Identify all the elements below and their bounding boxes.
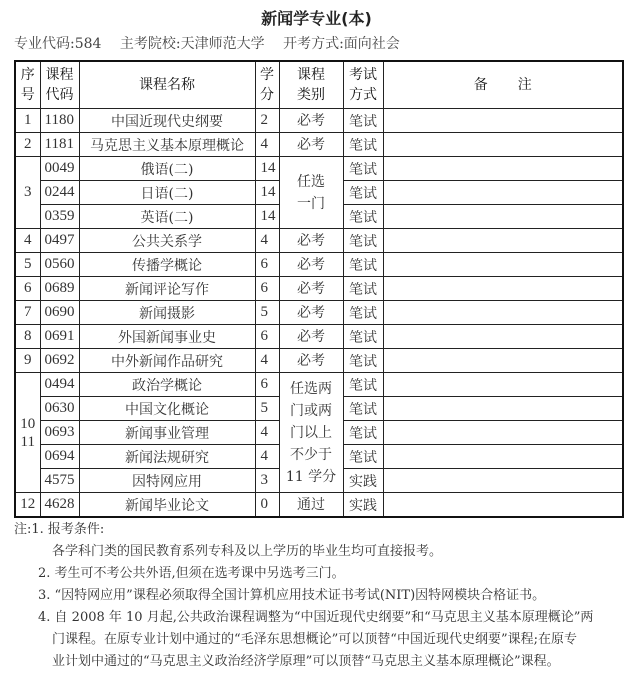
cell-credit: 4 bbox=[255, 349, 279, 373]
cell-method: 笔试 bbox=[343, 445, 383, 469]
cell-code: 0359 bbox=[40, 205, 79, 229]
cell-code: 0244 bbox=[40, 181, 79, 205]
cell-credit: 14 bbox=[255, 157, 279, 181]
note-3: 3. “因特网应用”课程必须取得全国计算机应用技术证书考试(NIT)因特网模块合格证书。 bbox=[38, 588, 546, 603]
category-line: 任选两 bbox=[290, 380, 332, 397]
table-row bbox=[15, 349, 623, 373]
cell-seq: 4 bbox=[15, 229, 40, 253]
cell-name: 公共关系学 bbox=[79, 229, 255, 253]
cell-credit: 4 bbox=[255, 133, 279, 157]
cell-remark bbox=[383, 397, 623, 421]
cell-code: 1180 bbox=[40, 109, 79, 133]
cell-category-group-3 bbox=[279, 157, 343, 229]
cell-code: 0689 bbox=[40, 277, 79, 301]
cell-credit: 0 bbox=[255, 493, 279, 518]
cell-credit: 6 bbox=[255, 277, 279, 301]
cell-method: 笔试 bbox=[343, 109, 383, 133]
cell-category: 必考 bbox=[279, 133, 343, 157]
table-row bbox=[15, 133, 623, 157]
cell-remark bbox=[383, 373, 623, 397]
cell-credit: 6 bbox=[255, 325, 279, 349]
cell-credit: 6 bbox=[255, 373, 279, 397]
cell-code: 0049 bbox=[40, 157, 79, 181]
cell-method: 笔试 bbox=[343, 421, 383, 445]
header-credit: 学分 bbox=[255, 61, 279, 109]
table-row bbox=[15, 253, 623, 277]
cell-code: 0630 bbox=[40, 397, 79, 421]
cell-credit: 2 bbox=[255, 109, 279, 133]
cell-method: 笔试 bbox=[343, 133, 383, 157]
cell-credit: 4 bbox=[255, 229, 279, 253]
cell-remark bbox=[383, 133, 623, 157]
major-code: 专业代码:584 bbox=[14, 36, 102, 52]
category-line: 不少于 bbox=[290, 446, 332, 463]
cell-code: 0560 bbox=[40, 253, 79, 277]
cell-code: 4628 bbox=[40, 493, 79, 518]
cell-category: 必考 bbox=[279, 349, 343, 373]
cell-name: 中外新闻作品研究 bbox=[79, 349, 255, 373]
cell-category: 必考 bbox=[279, 109, 343, 133]
cell-code: 0497 bbox=[40, 229, 79, 253]
cell-category-group-10-11 bbox=[279, 373, 343, 493]
cell-seq: 9 bbox=[15, 349, 40, 373]
table-row bbox=[15, 301, 623, 325]
cell-seq-group-3: 3 bbox=[15, 157, 40, 229]
cell-name: 新闻毕业论文 bbox=[79, 493, 255, 518]
note-1-body: 各学科门类的国民教育系列专科及以上学历的毕业生均可直接报考。 bbox=[52, 544, 443, 559]
cell-credit: 5 bbox=[255, 301, 279, 325]
cell-seq: 8 bbox=[15, 325, 40, 349]
note-1-title: 注:1. 报考条件: bbox=[14, 522, 105, 537]
cell-category: 必考 bbox=[279, 325, 343, 349]
cell-category: 必考 bbox=[279, 229, 343, 253]
cell-name: 日语(二) bbox=[79, 181, 255, 205]
table-row bbox=[15, 277, 623, 301]
cell-remark bbox=[383, 301, 623, 325]
category-line: 一门 bbox=[297, 195, 325, 212]
cell-name: 新闻评论写作 bbox=[79, 277, 255, 301]
table-row bbox=[15, 109, 623, 133]
cell-name: 俄语(二) bbox=[79, 157, 255, 181]
note-2: 2. 考生可不考公共外语,但须在选考课中另选考三门。 bbox=[38, 566, 345, 581]
page-title: 新闻学专业(本) bbox=[261, 9, 372, 28]
cell-name: 中国文化概论 bbox=[79, 397, 255, 421]
cell-code: 0690 bbox=[40, 301, 79, 325]
cell-remark bbox=[383, 493, 623, 518]
cell-credit: 5 bbox=[255, 397, 279, 421]
cell-method: 笔试 bbox=[343, 181, 383, 205]
cell-credit: 4 bbox=[255, 445, 279, 469]
table-row bbox=[15, 373, 623, 397]
cell-code: 0694 bbox=[40, 445, 79, 469]
cell-code: 0693 bbox=[40, 421, 79, 445]
cell-seq: 12 bbox=[15, 493, 40, 518]
cell-category: 必考 bbox=[279, 277, 343, 301]
category-line: 任选 bbox=[297, 173, 325, 190]
cell-remark bbox=[383, 229, 623, 253]
seq-line: 10 bbox=[20, 415, 36, 432]
cell-remark bbox=[383, 253, 623, 277]
cell-name: 新闻摄影 bbox=[79, 301, 255, 325]
cell-remark bbox=[383, 277, 623, 301]
cell-category: 通过 bbox=[279, 493, 343, 518]
header-code: 课程代码 bbox=[40, 61, 79, 109]
cell-code: 1181 bbox=[40, 133, 79, 157]
cell-seq: 2 bbox=[15, 133, 40, 157]
cell-method: 笔试 bbox=[343, 301, 383, 325]
table-row bbox=[15, 157, 623, 181]
cell-seq: 1 bbox=[15, 109, 40, 133]
cell-remark bbox=[383, 469, 623, 493]
cell-remark bbox=[383, 421, 623, 445]
cell-credit: 14 bbox=[255, 205, 279, 229]
cell-seq: 5 bbox=[15, 253, 40, 277]
cell-method: 笔试 bbox=[343, 229, 383, 253]
cell-name: 因特网应用 bbox=[79, 469, 255, 493]
cell-code: 0691 bbox=[40, 325, 79, 349]
cell-method: 实践 bbox=[343, 469, 383, 493]
header-category: 课程类别 bbox=[279, 61, 343, 109]
cell-remark bbox=[383, 325, 623, 349]
note-4-line-3: 业计划中通过的“马克思主义政治经济学原理”可以顶替“马克思主义基本原理概论”课程。 bbox=[52, 654, 560, 669]
cell-method: 笔试 bbox=[343, 397, 383, 421]
note-4-line-1: 4. 自 2008 年 10 月起,公共政治课程调整为“中国近现代史纲要”和“马克思主义基本原理概论”两 bbox=[38, 610, 594, 625]
cell-category: 必考 bbox=[279, 301, 343, 325]
cell-method: 笔试 bbox=[343, 205, 383, 229]
cell-method: 笔试 bbox=[343, 325, 383, 349]
cell-seq: 7 bbox=[15, 301, 40, 325]
cell-remark bbox=[383, 349, 623, 373]
exam-school: 主考院校:天津师范大学 bbox=[119, 36, 265, 52]
major-meta bbox=[14, 33, 414, 53]
cell-name: 传播学概论 bbox=[79, 253, 255, 277]
exam-mode: 开考方式:面向社会 bbox=[283, 36, 400, 52]
cell-credit: 14 bbox=[255, 181, 279, 205]
cell-remark bbox=[383, 205, 623, 229]
table-row bbox=[15, 325, 623, 349]
cell-method: 笔试 bbox=[343, 349, 383, 373]
cell-remark bbox=[383, 445, 623, 469]
notes-section bbox=[14, 519, 624, 673]
cell-remark bbox=[383, 181, 623, 205]
cell-name: 新闻法规研究 bbox=[79, 445, 255, 469]
cell-method: 笔试 bbox=[343, 373, 383, 397]
seq-line: 11 bbox=[20, 433, 35, 450]
table-row bbox=[15, 493, 623, 518]
cell-credit: 4 bbox=[255, 421, 279, 445]
category-line: 11 学分 bbox=[285, 468, 337, 485]
cell-name: 马克思主义基本原理概论 bbox=[79, 133, 255, 157]
table-header-row bbox=[15, 61, 623, 109]
header-seq: 序号 bbox=[15, 61, 40, 109]
cell-code: 0692 bbox=[40, 349, 79, 373]
cell-method: 笔试 bbox=[343, 253, 383, 277]
header-method: 考试方式 bbox=[343, 61, 383, 109]
cell-name: 中国近现代史纲要 bbox=[79, 109, 255, 133]
cell-credit: 6 bbox=[255, 253, 279, 277]
cell-method: 笔试 bbox=[343, 277, 383, 301]
cell-credit: 3 bbox=[255, 469, 279, 493]
cell-remark bbox=[383, 109, 623, 133]
cell-code: 0494 bbox=[40, 373, 79, 397]
course-table bbox=[14, 60, 624, 518]
note-4-line-2: 门课程。在原专业计划中通过的“毛泽东思想概论”可以顶替“中国近现代史纲要”课程;在原专 bbox=[52, 632, 577, 647]
cell-remark bbox=[383, 157, 623, 181]
cell-method: 笔试 bbox=[343, 157, 383, 181]
cell-name: 英语(二) bbox=[79, 205, 255, 229]
cell-seq-group-10-11 bbox=[15, 373, 40, 493]
table-row bbox=[15, 229, 623, 253]
cell-code: 4575 bbox=[40, 469, 79, 493]
cell-name: 新闻事业管理 bbox=[79, 421, 255, 445]
cell-name: 政治学概论 bbox=[79, 373, 255, 397]
category-line: 门以上 bbox=[290, 424, 332, 441]
category-line: 门或两 bbox=[290, 402, 332, 419]
cell-name: 外国新闻事业史 bbox=[79, 325, 255, 349]
cell-seq: 6 bbox=[15, 277, 40, 301]
cell-category: 必考 bbox=[279, 253, 343, 277]
cell-method: 实践 bbox=[343, 493, 383, 518]
header-remark: 备注 bbox=[383, 61, 623, 109]
header-name: 课程名称 bbox=[79, 61, 255, 109]
